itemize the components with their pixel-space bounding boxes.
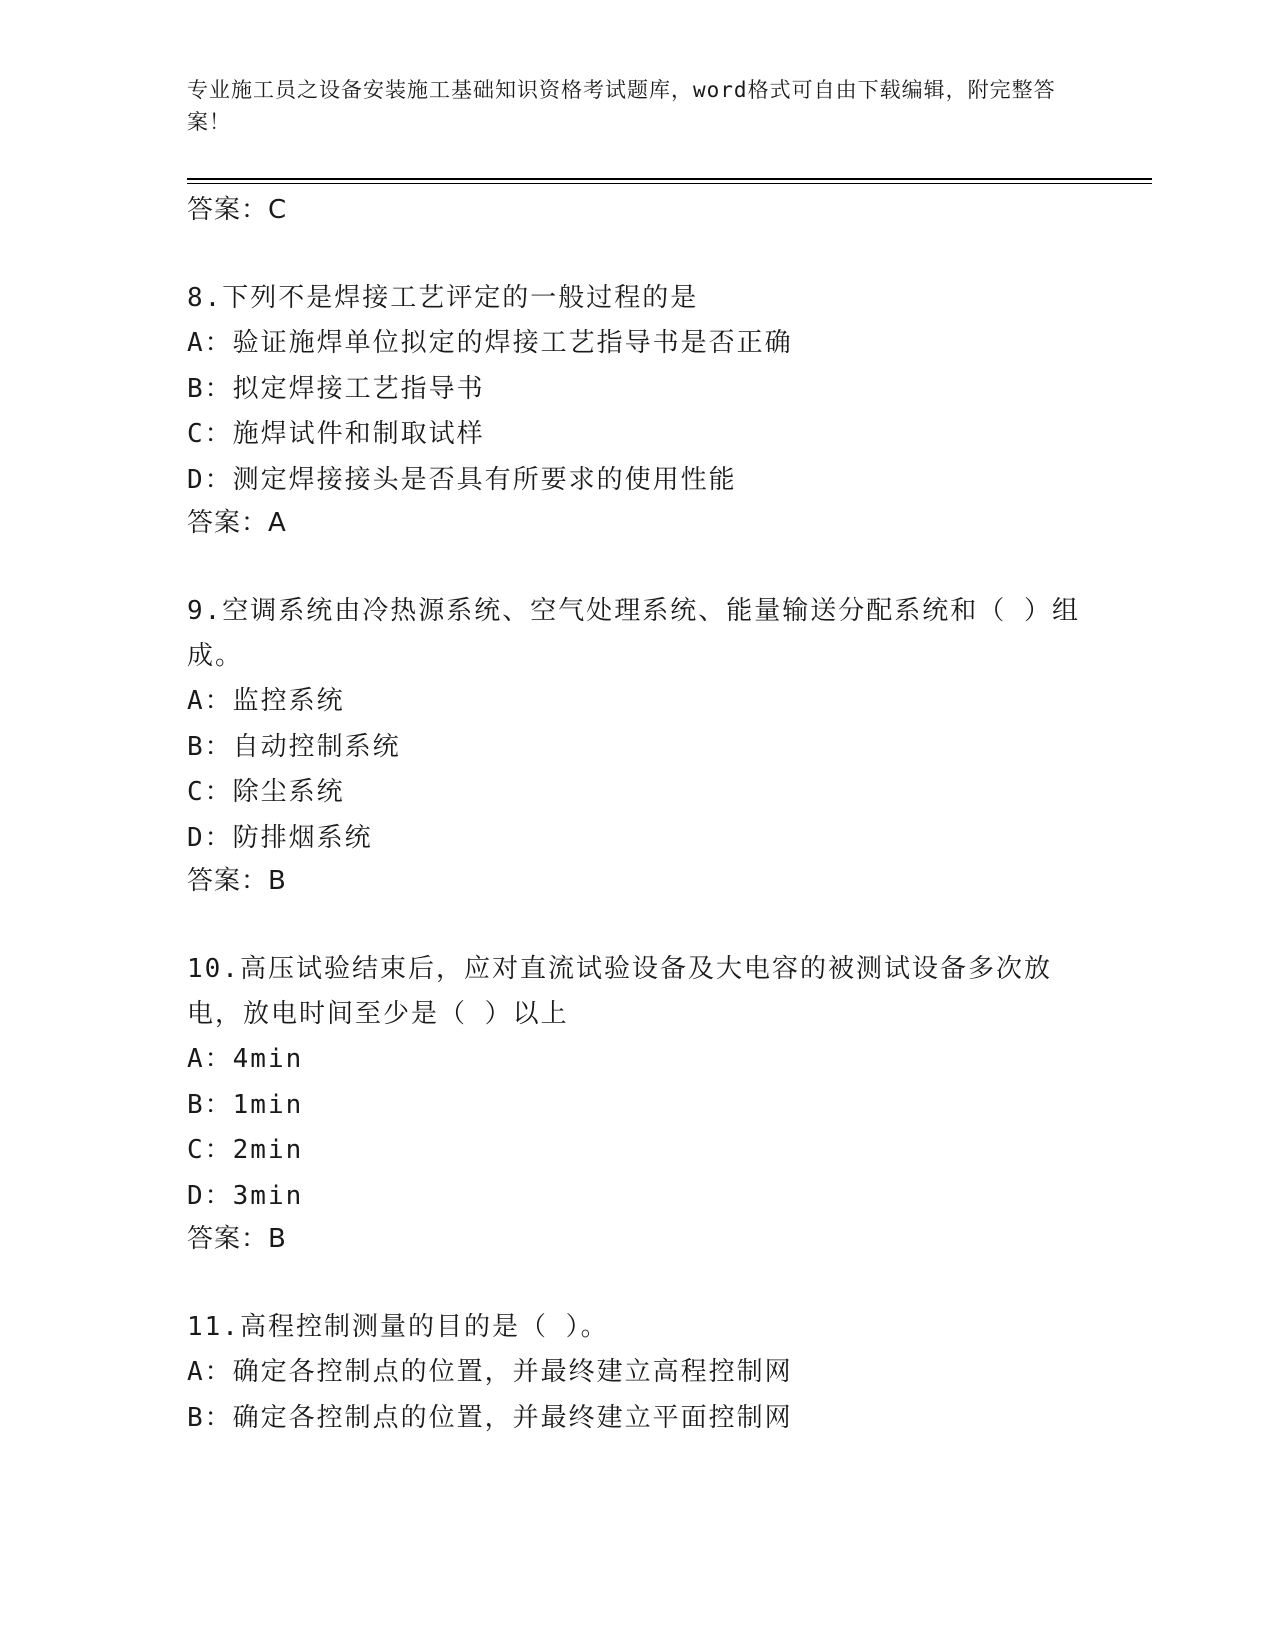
previous-answer: 答案：C bbox=[187, 195, 288, 225]
option-b: B：自动控制系统 bbox=[187, 731, 401, 762]
question-10 bbox=[187, 947, 1087, 1259]
question-list bbox=[187, 190, 1087, 1441]
answer: 答案：A bbox=[187, 508, 287, 538]
header-divider-thick bbox=[187, 178, 1152, 180]
header-divider-thin bbox=[187, 183, 1152, 184]
question-11 bbox=[187, 1305, 1087, 1441]
option-b: B：拟定焊接工艺指导书 bbox=[187, 373, 485, 404]
question-8 bbox=[187, 276, 1087, 543]
option-c: C：2min bbox=[187, 1135, 304, 1165]
question-stem: 10.高压试验结束后，应对直流试验设备及大电容的被测试设备多次放电，放电时间至少是（ ）以上 bbox=[187, 954, 1052, 1029]
option-d: D：防排烟系统 bbox=[187, 822, 373, 853]
answer: 答案：B bbox=[187, 1224, 287, 1254]
question-stem: 9.空调系统由冷热源系统、空气处理系统、能量输送分配系统和（ ）组成。 bbox=[187, 596, 1080, 671]
option-c: C：除尘系统 bbox=[187, 777, 345, 807]
question-9 bbox=[187, 589, 1087, 901]
option-a: A：验证施焊单位拟定的焊接工艺指导书是否正确 bbox=[187, 328, 793, 358]
option-d: D：测定焊接接头是否具有所要求的使用性能 bbox=[187, 464, 737, 495]
option-a: A：监控系统 bbox=[187, 686, 345, 716]
question-stem: 11.高程控制测量的目的是（ ）。 bbox=[187, 1312, 609, 1342]
option-a: A：确定各控制点的位置，并最终建立高程控制网 bbox=[187, 1357, 793, 1387]
option-a: A：4min bbox=[187, 1044, 304, 1074]
option-d: D：3min bbox=[187, 1180, 304, 1211]
option-b: B：确定各控制点的位置，并最终建立平面控制网 bbox=[187, 1402, 793, 1433]
option-c: C：施焊试件和制取试样 bbox=[187, 419, 485, 449]
document-header: 专业施工员之设备安装施工基础知识资格考试题库，word格式可自由下载编辑，附完整答案！ bbox=[187, 78, 1056, 134]
option-b: B：1min bbox=[187, 1089, 304, 1120]
question-stem: 8.下列不是焊接工艺评定的一般过程的是 bbox=[187, 283, 699, 313]
answer: 答案：B bbox=[187, 866, 287, 896]
